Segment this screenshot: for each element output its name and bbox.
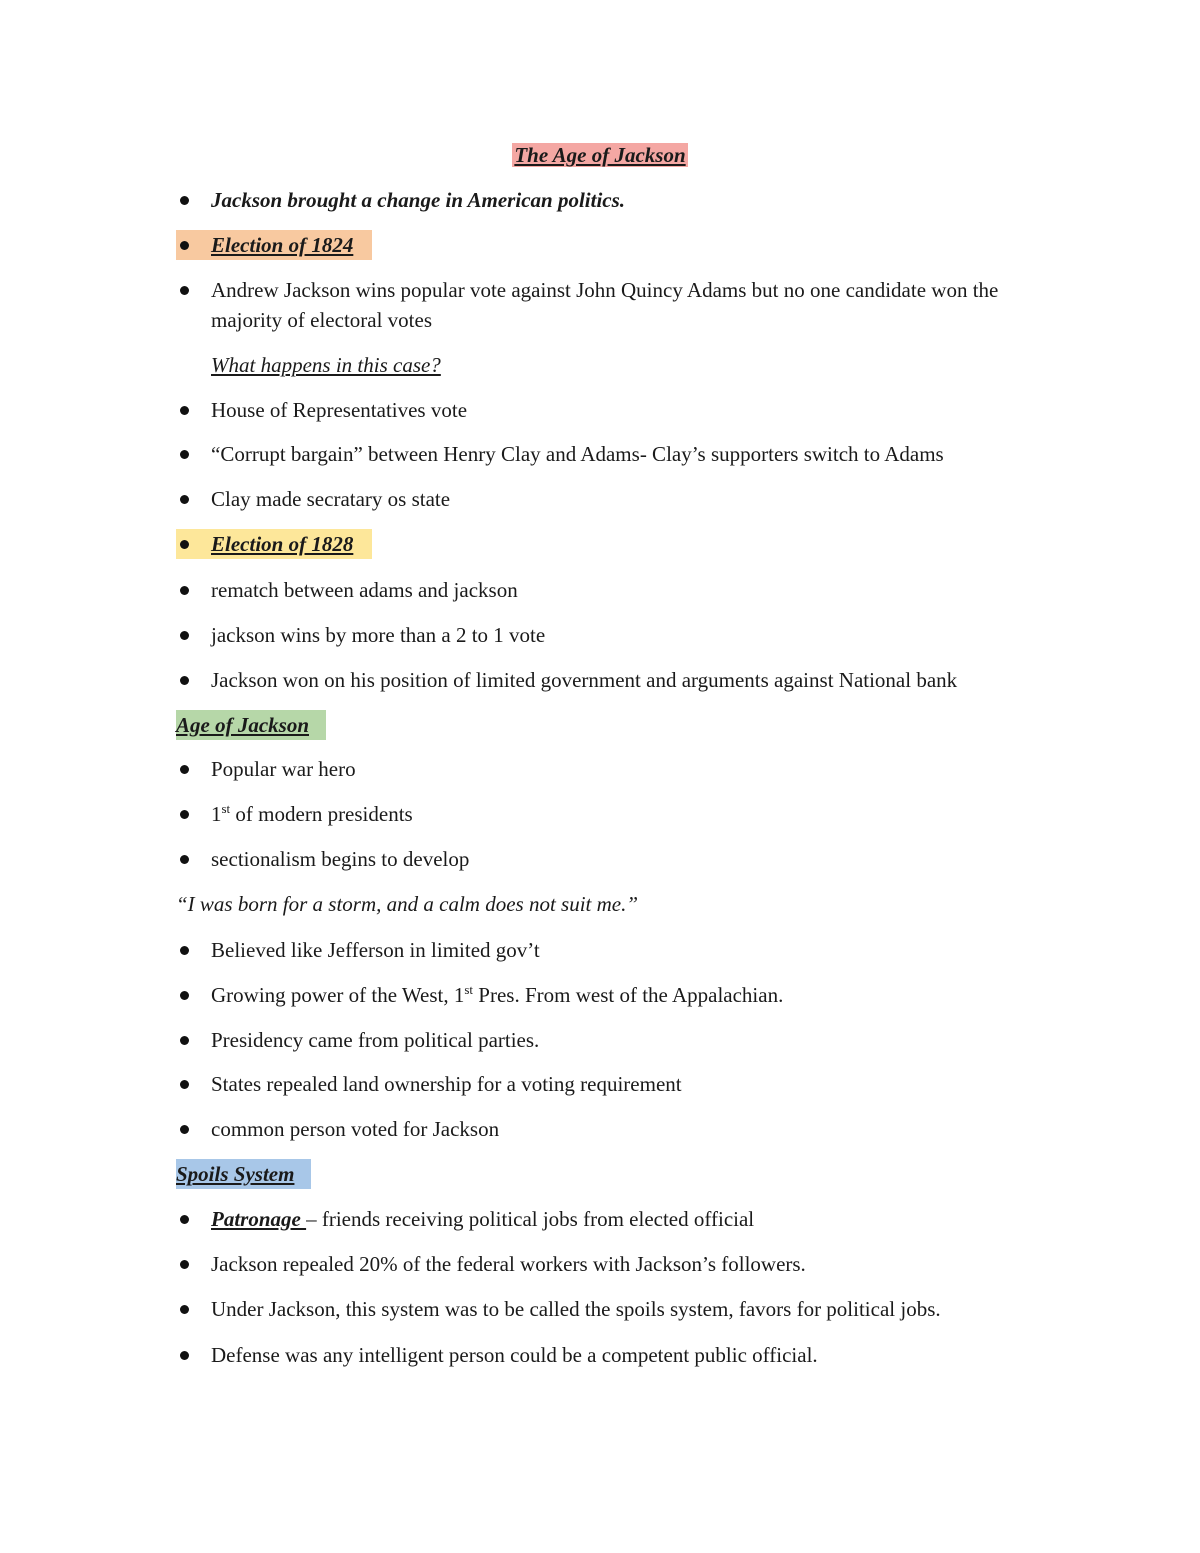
election-1828-item-3: Jackson won on his position of limited government and arguments against National bank: [211, 668, 958, 692]
spoils-item-3: Defense was any intelligent person could be a competent public official.: [211, 1343, 818, 1367]
age-item-5-sup: st: [464, 982, 474, 997]
spoils-item-1: Jackson repealed 20% of the federal workers with Jackson’s followers.: [211, 1252, 806, 1276]
age-item-5-pre: Growing power of the West, 1: [211, 983, 465, 1007]
age-item-2-rest: of modern presidents: [230, 802, 413, 826]
age-item-2-num: 1: [211, 802, 222, 826]
bullet-icon: [180, 540, 189, 549]
bullet-icon: [180, 765, 189, 774]
intro-text: Jackson brought a change in American politics.: [211, 188, 626, 212]
election-1828-heading: Election of 1828: [211, 532, 354, 556]
bullet-icon: [180, 1351, 189, 1360]
jackson-quote: “I was born for a storm, and a calm does not suit me.”: [176, 892, 639, 916]
bullet-icon: [180, 196, 189, 205]
election-1828-item-2: jackson wins by more than a 2 to 1 vote: [211, 623, 546, 647]
election-1824-question: What happens in this case?: [211, 353, 441, 377]
bullet-icon: [180, 1305, 189, 1314]
bullet-icon: [180, 946, 189, 955]
bullet-icon: [180, 241, 189, 250]
age-item-7: States repealed land ownership for a voting requirement: [211, 1072, 682, 1096]
election-1824-item-1: Andrew Jackson wins popular vote against John Quincy Adams but no one candidate won the majority of electoral votes: [211, 278, 999, 332]
page-title: [0, 140, 1200, 170]
bullet-icon: [180, 855, 189, 864]
age-item-2: [211, 799, 1051, 829]
age-of-jackson-heading: Age of Jackson: [176, 713, 309, 737]
bullet-icon: [180, 406, 189, 415]
age-item-8: common person voted for Jackson: [211, 1117, 500, 1141]
bullet-icon: [180, 631, 189, 640]
election-1824-item-3: “Corrupt bargain” between Henry Clay and Adams- Clay’s supporters switch to Adams: [211, 442, 944, 466]
bullet-icon: [180, 495, 189, 504]
bullet-icon: [180, 1080, 189, 1089]
election-1824-heading: Election of 1824: [211, 233, 354, 257]
spoils-item-patronage: [211, 1204, 1051, 1234]
age-item-2-sup: st: [221, 801, 231, 816]
age-item-1: Popular war hero: [211, 757, 356, 781]
bullet-icon: [180, 450, 189, 459]
bullet-icon: [180, 286, 189, 295]
bullet-icon: [180, 1215, 189, 1224]
patronage-term: Patronage: [211, 1207, 307, 1231]
election-1824-item-4: Clay made secratary os state: [211, 487, 451, 511]
bullet-icon: [180, 586, 189, 595]
bullet-icon: [180, 1260, 189, 1269]
age-item-4: Believed like Jefferson in limited gov’t: [211, 938, 540, 962]
bullet-icon: [180, 810, 189, 819]
page-title-text: The Age of Jackson: [514, 143, 686, 167]
age-item-5-post: Pres. From west of the Appalachian.: [473, 983, 784, 1007]
patronage-definition: – friends receiving political jobs from elected official: [306, 1207, 755, 1231]
spoils-system-heading: Spoils System: [176, 1162, 295, 1186]
bullet-icon: [180, 1125, 189, 1134]
bullet-icon: [180, 1036, 189, 1045]
bullet-icon: [180, 991, 189, 1000]
election-1828-item-1: rematch between adams and jackson: [211, 578, 518, 602]
age-item-3: sectionalism begins to develop: [211, 847, 470, 871]
bullet-icon: [180, 676, 189, 685]
age-item-6: Presidency came from political parties.: [211, 1028, 540, 1052]
spoils-item-2: Under Jackson, this system was to be called the spoils system, favors for political jobs.: [211, 1297, 941, 1321]
election-1824-item-2: House of Representatives vote: [211, 398, 468, 422]
age-item-5: [211, 980, 1051, 1010]
